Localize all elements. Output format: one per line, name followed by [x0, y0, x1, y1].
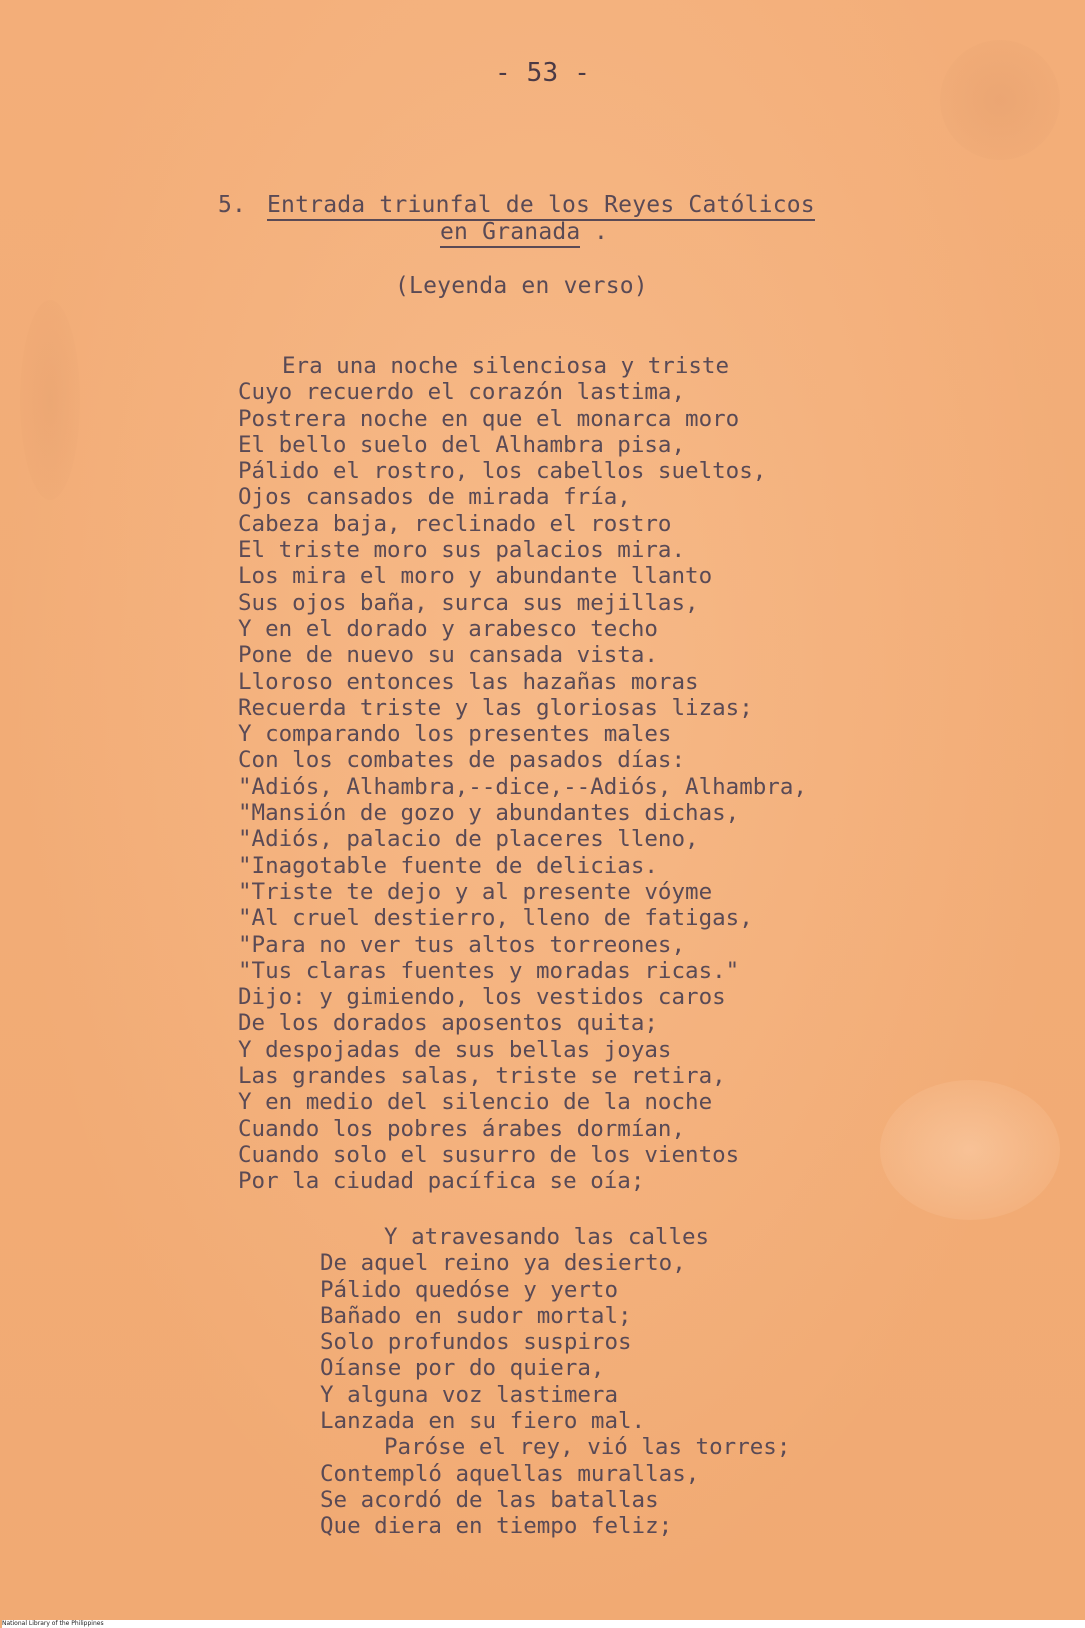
verse-line: Dijo: y gimiendo, los vestidos caros — [238, 984, 726, 1011]
verse-line: El bello suelo del Alhambra pisa, — [238, 431, 686, 458]
verse-line: Sus ojos baña, surca sus mejillas, — [238, 589, 699, 616]
verse-line: Postrera noche en que el monarca moro — [238, 405, 740, 432]
verse-line: Y alguna voz lastimera — [320, 1381, 619, 1408]
verse-line: Que diera en tiempo feliz; — [320, 1513, 673, 1540]
verse-line: Cabeza baja, reclinado el rostro — [238, 510, 672, 537]
verse-line: Las grandes salas, triste se retira, — [238, 1063, 726, 1090]
verse-line: Y despojadas de sus bellas joyas — [238, 1036, 672, 1063]
verse-line: Pone de nuevo su cansada vista. — [238, 642, 658, 669]
verse-line: Pálido quedóse y yerto — [320, 1276, 619, 1303]
verse-line: De aquel reino ya desierto, — [320, 1250, 686, 1277]
verse-line: Solo profundos suspiros — [320, 1329, 632, 1356]
verse-line: Ojos cansados de mirada fría, — [238, 484, 631, 511]
verse-line: Los mira el moro y abundante llanto — [238, 563, 713, 590]
section-title-line-1: Entrada triunfal de los Reyes Católicos — [267, 192, 815, 221]
verse-line: El triste moro sus palacios mira. — [238, 537, 686, 564]
verse-line: Se acordó de las batallas — [320, 1486, 659, 1513]
verse-line: Con los combates de pasados días: — [238, 747, 686, 774]
verse-line: Y atravesando las calles — [384, 1224, 710, 1250]
verse-line: Pálido el rostro, los cabellos sueltos, — [238, 458, 767, 485]
verse-line: Cuando solo el susurro de los vientos — [238, 1141, 740, 1168]
verse-line: Y comparando los presentes males — [238, 721, 672, 748]
verse-line: Oíanse por do quiera, — [320, 1355, 605, 1382]
verse-line: "Tus claras fuentes y moradas ricas." — [238, 957, 740, 984]
verse-line: Bañado en sudor mortal; — [320, 1302, 632, 1329]
verse-line: Paróse el rey, vió las torres; — [384, 1434, 791, 1461]
paper-stain — [20, 300, 80, 500]
verse-line: "Adiós, Alhambra,--dice,--Adiós, Alhambra, — [238, 773, 807, 800]
footer-credit: National Library of the Philippines — [2, 1620, 1085, 1628]
verse-line: Lanzada en su fiero mal. — [320, 1408, 646, 1435]
verse-line: Lloroso entonces las hazañas moras — [238, 668, 699, 695]
section-title-line-2: en Granada — [440, 219, 580, 248]
verse-line: Era una noche silenciosa y triste — [282, 353, 730, 379]
verse-line: Cuando los pobres árabes dormían, — [238, 1115, 686, 1142]
verse-line: Recuerda triste y las gloriosas lizas; — [238, 694, 753, 721]
section-title-period: . — [594, 219, 609, 245]
stanza-1 — [238, 353, 807, 1195]
stanza-2 — [320, 1224, 790, 1540]
verse-line: "Mansión de gozo y abundantes dichas, — [238, 800, 740, 827]
verse-line: "Inagotable fuente de delicias. — [238, 852, 658, 879]
verse-line: Cuyo recuerdo el corazón lastima, — [238, 379, 686, 406]
verse-line: "Adiós, palacio de placeres lleno, — [238, 826, 699, 853]
page-number: - 53 - — [494, 58, 591, 88]
subtitle: (Leyenda en verso) — [395, 273, 648, 299]
verse-line: "Triste te dejo y al presente vóyme — [238, 878, 713, 905]
verse-line: Por la ciudad pacífica se oía; — [238, 1168, 645, 1195]
verse-line: "Para no ver tus altos torreones, — [238, 931, 686, 958]
paper-stain — [880, 1080, 1060, 1220]
verse-line: Contempló aquellas murallas, — [320, 1460, 700, 1487]
section-number: 5. — [218, 192, 247, 218]
verse-line: "Al cruel destierro, lleno de fatigas, — [238, 905, 753, 932]
verse-line: De los dorados aposentos quita; — [238, 1010, 658, 1037]
verse-line: Y en medio del silencio de la noche — [238, 1089, 713, 1116]
verse-line: Y en el dorado y arabesco techo — [238, 615, 658, 642]
